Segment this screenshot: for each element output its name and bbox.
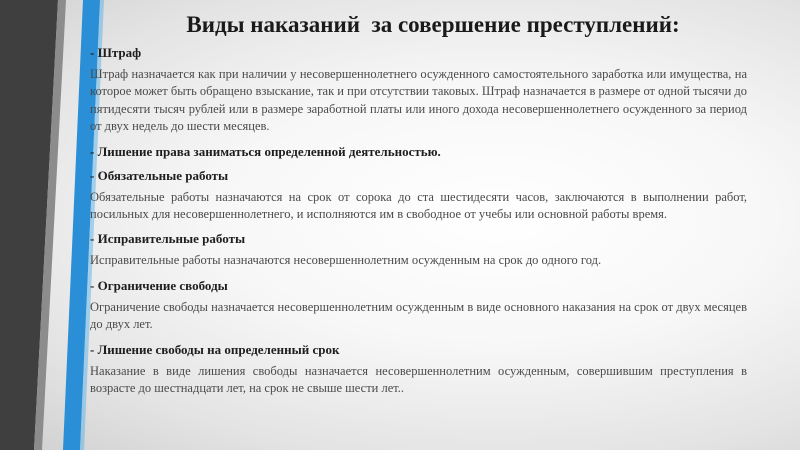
item-heading: - Ограничение свободы [90, 277, 228, 293]
item-heading: - Лишение свободы на определенный срок [90, 341, 340, 357]
item-heading: - Штраф [90, 45, 142, 60]
item-text: Исправительные работы назначаются несовершеннолетним осужденным на срок до одного год. [90, 253, 602, 268]
slide-title: Виды наказаний за совершение преступлений: [186, 12, 680, 37]
item-heading: - Исправительные работы [90, 231, 246, 247]
item-heading: - Лишение права заниматься определенной деятельностью. [90, 143, 441, 159]
item-text: Ограничение свободы назначается несовершеннолетним осужденным в виде основного наказания на срок от двух месяцев до двух лет. [90, 299, 747, 332]
item-text: Наказание в виде лишения свободы назначается несовершеннолетним осужденным, совершившим преступления в возрасте до шестнадцати лет, на срок не свыше шести лет.. [90, 363, 747, 396]
item-text: Обязательные работы назначаются на срок от сорока до ста шестидесяти часов, заключаются в выполнении работ, посильных для несовершеннолетнего, и исполняются им в свободное от учебы или основной работы время. [90, 189, 747, 222]
item-heading: - Обязательные работы [90, 167, 229, 183]
item-text: Штраф назначается как при наличии у несовершеннолетнего осужденного самостоятельного заработка или имущества, на которое может быть обращено взыскание, так и при отсутствии таковых. Штраф назначается в размере от одной тысячи до пятидесяти тысяч рублей или в размере заработной платы или иного дохода несовершеннолетнего осужденного за период от двух недель до шести месяцев. [90, 67, 747, 134]
slide-content [90, 45, 747, 405]
